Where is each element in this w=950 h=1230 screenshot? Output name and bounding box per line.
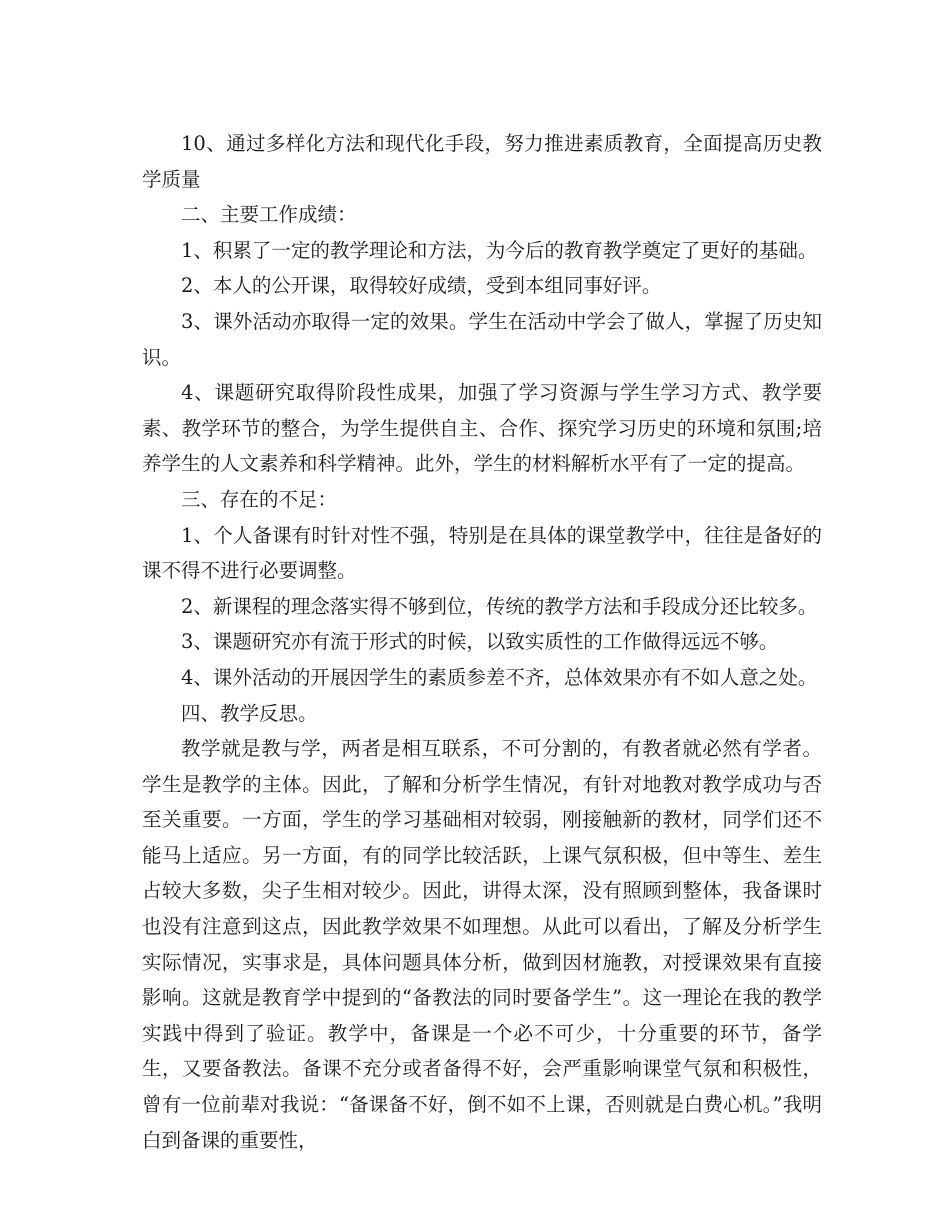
paragraph-achievement-2: 2、本人的公开课，取得较好成绩，受到本组同事好评。 — [181, 274, 662, 298]
paragraph-achievement-4: 4、课题研究取得阶段性成果，加强了学习资源与学生学习方式、教学要素、教学环节的整合，为学生提供自主、合作、探究学习历史的环境和氛围;培养学生的人文素养和科学精神。此外，学生的材料解析水平有了一定的提高。 — [142, 381, 822, 476]
section-heading-reflection: 四、教学反思。 — [181, 701, 318, 725]
paragraph-achievement-3: 3、课外活动亦取得一定的效果。学生在活动中学会了做人，掌握了历史知识。 — [142, 309, 822, 369]
paragraph-achievement-1: 1、积累了一定的教学理论和方法，为今后的教育教学奠定了更好的基础。 — [181, 238, 818, 262]
paragraph-reflection: 教学就是教与学，两者是相互联系，不可分割的，有教者就必然有学者。学生是教学的主体。因此，了解和分析学生情况，有针对地教对教学成功与否至关重要。一方面，学生的学习基础相对较弱，刚接触新的教材，同学们还不能马上适应。另一方面，有的同学比较活跃，上课气氛积极，但中等生、差生占较大多数，尖子生相对较少。因此，讲得太深，没有照顾到整体，我备课时也没有注意到这点，因此教学效果不如理想。从此可以看出，了解及分析学生实际情况，实事求是，具体问题具体分析，做到因材施教，对授课效果有直接影响。这就是教育学中提到的“备教法的同时要备学生”。这一理论在我的教学实践中得到了验证。教学中，备课是一个必不可少，十分重要的环节，备学生，又要备教法。备课不充分或者备得不好，会严重影响课堂气氛和积极性，曾有一位前辈对我说：“备课备不好，倒不如不上课，否则就是白费心机。”我明白到备课的重要性， — [142, 737, 822, 1152]
paragraph-shortcoming-1: 1、个人备课有时针对性不强，特别是在具体的课堂教学中，往往是备好的课不得不进行必要调整。 — [142, 523, 822, 583]
paragraph-shortcoming-4: 4、课外活动的开展因学生的素质参差不齐，总体效果亦有不如人意之处。 — [181, 665, 818, 689]
document-body — [142, 126, 822, 1158]
section-heading-shortcomings: 三、存在的不足： — [181, 487, 338, 511]
paragraph-shortcoming-3: 3、课题研究亦有流于形式的时候，以致实质性的工作做得远远不够。 — [181, 630, 779, 654]
section-heading-achievements: 二、主要工作成绩： — [181, 203, 357, 227]
paragraph-shortcoming-2: 2、新课程的理念落实得不够到位，传统的教学方法和手段成分还比较多。 — [181, 594, 818, 618]
paragraph-item-10: 10、通过多样化方法和现代化手段，努力推进素质教育，全面提高历史教学质量 — [142, 132, 822, 191]
